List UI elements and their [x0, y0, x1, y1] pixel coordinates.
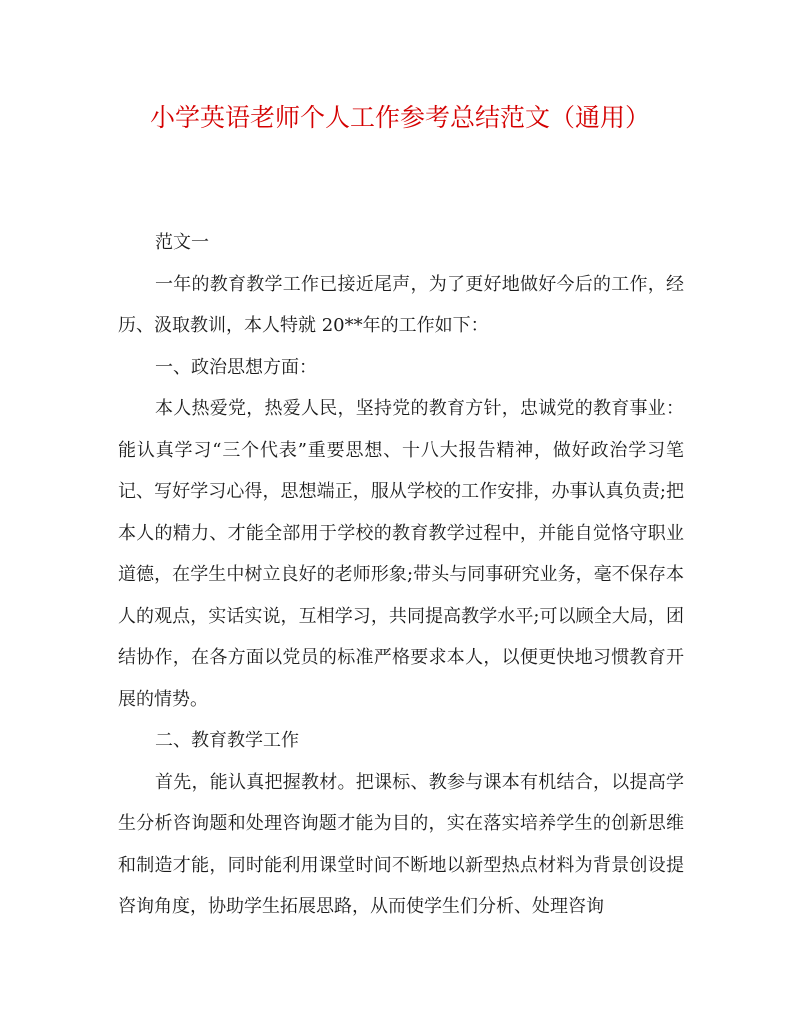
teaching-paragraph: 首先，能认真把握教材。把课标、教参与课本有机结合，以提高学生分析咨询题和处理咨询题才能为目的，实在落实培养学生的创新思维和制造才能，同时能利用课堂时间不断地以新型热点材料为背景创设提咨询角度，协助学生拓展思路，从而使学生们分析、处理咨询 [118, 771, 684, 917]
section-heading-teaching: 二、教育教学工作 [155, 730, 299, 751]
section-heading-politics: 一、政治思想方面： [155, 356, 317, 378]
section-label: 范文一 [155, 232, 209, 253]
politics-paragraph: 本人热爱党，热爱人民，坚持党的教育方针，忠诚党的教育事业：能认真学习“三个代表”重要思想、十八大报告精神，做好政治学习笔记、写好学习心得，思想端正，服从学校的工作安排，办事认真负责;把本人的精力、才能全部用于学校的教育教学过程中，并能自觉恪守职业道德，在学生中树立良好的老师形象;带头与同事研究业务，毫不保存本人的观点，实话实说，互相学习，共同提高教学水平;可以顾全大局，团结协作，在各方面以党员的标准严格要求本人，以便更快地习惯教育开展的情势。 [118, 398, 684, 710]
intro-paragraph: 一年的教育教学工作已接近尾声，为了更好地做好今后的工作，经历、汲取教训，本人特就 20**年的工作如下： [118, 273, 684, 336]
document-body [118, 222, 684, 928]
document-title: 小学英语老师个人工作参考总结范文（通用） [149, 103, 650, 132]
